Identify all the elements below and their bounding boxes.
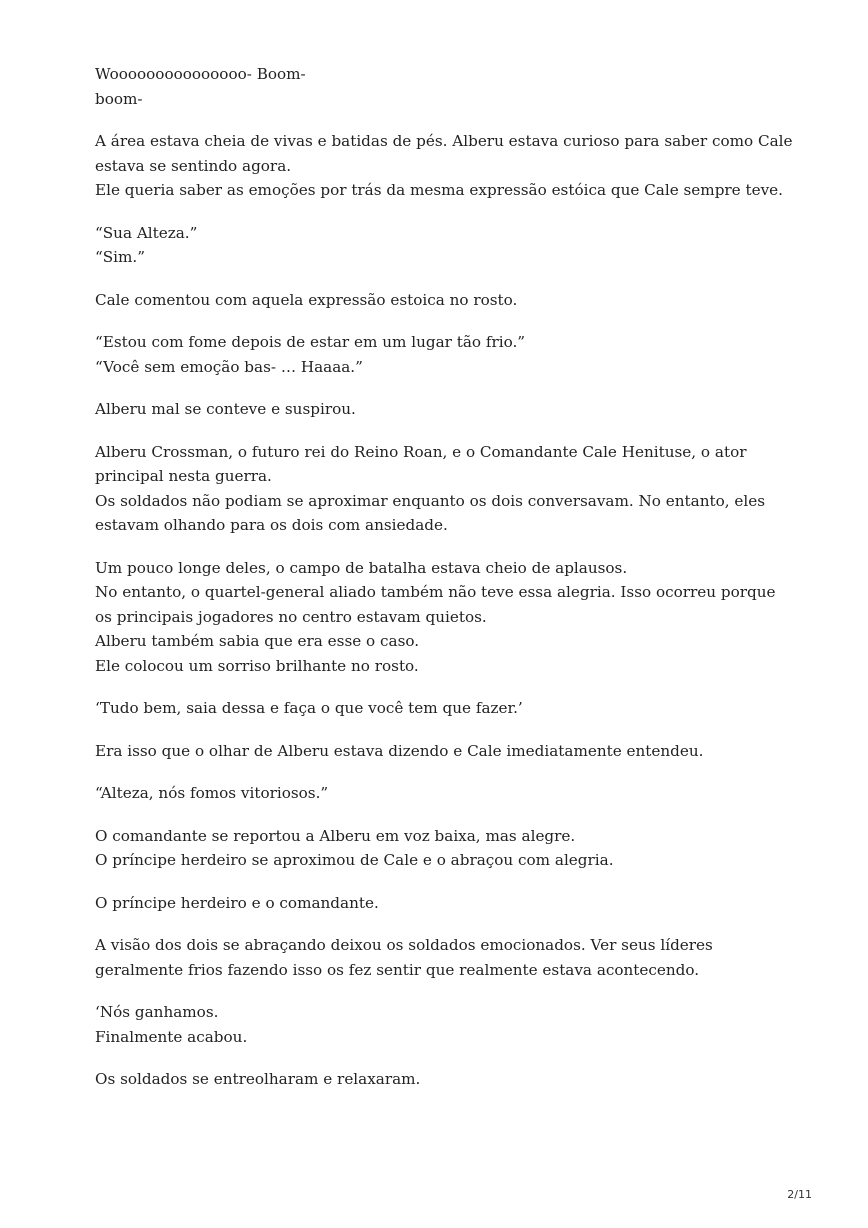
text-line: Ele queria saber as emoções por trás da mesma expressão estóica que Cale sempre teve. (95, 181, 783, 199)
paragraph (95, 330, 795, 379)
paragraph (95, 440, 795, 538)
text-line: “Estou com fome depois de estar em um lugar tão frio.” (95, 333, 526, 351)
paragraph (95, 933, 795, 982)
text-line: Os soldados se entreolharam e relaxaram. (95, 1070, 421, 1088)
text-line: Um pouco longe deles, o campo de batalha estava cheio de aplausos. (95, 558, 628, 577)
text-line: principal nesta guerra. (95, 467, 272, 485)
text-line: Alberu Crossman, o futuro rei do Reino Roan, e o Comandante Cale Henituse, o ator (95, 442, 747, 461)
paragraph (95, 129, 795, 203)
paragraph (95, 221, 795, 270)
text-line: “Você sem emoção bas- … Haaaa.” (95, 357, 363, 376)
page-number: 2/11 (787, 1188, 812, 1201)
paragraph (95, 696, 795, 721)
paragraph (95, 739, 795, 764)
text-line: ‘Nós ganhamos. (95, 1003, 219, 1021)
text-line: O comandante se reportou a Alberu em voz baixa, mas alegre. (95, 826, 576, 845)
paragraph (95, 1067, 795, 1092)
text-line: “Sua Alteza.” (95, 223, 198, 242)
text-line: os principais jogadores no centro estavam quietos. (95, 607, 487, 626)
paragraph (95, 556, 795, 679)
text-line: boom- (95, 89, 143, 108)
text-line: Os soldados não podiam se aproximar enquanto os dois conversavam. No entanto, eles (95, 491, 766, 510)
text-line: Finalmente acabou. (95, 1027, 248, 1046)
text-line: estava se sentindo agora. (95, 156, 292, 175)
text-line: Ele colocou um sorriso brilhante no rosto. (95, 656, 419, 675)
paragraph (95, 891, 795, 916)
text-line: Wooooooooooooooo- Boom- (95, 65, 306, 83)
text-line: “Sim.” (95, 248, 146, 266)
text-line: Era isso que o olhar de Alberu estava dizendo e Cale imediatamente entendeu. (95, 741, 704, 760)
text-line: A visão dos dois se abraçando deixou os soldados emocionados. Ver seus líderes (95, 936, 713, 954)
paragraph (95, 781, 795, 806)
text-line: Alberu também sabia que era esse o caso. (95, 632, 420, 650)
text-line: Cale comentou com aquela expressão estoica no rosto. (95, 290, 518, 309)
paragraph (95, 1000, 795, 1049)
paragraph (95, 62, 795, 111)
paragraph (95, 397, 795, 422)
text-line: No entanto, o quartel-general aliado também não teve essa alegria. Isso ocorreu porque (95, 583, 776, 601)
text-line: O príncipe herdeiro se aproximou de Cale e o abraçou com alegria. (95, 851, 614, 869)
text-line: Alberu mal se conteve e suspirou. (95, 400, 356, 418)
paragraph (95, 824, 795, 873)
paragraph (95, 288, 795, 313)
text-line: estavam olhando para os dois com ansiedade. (95, 516, 448, 534)
document-body (95, 62, 795, 1110)
text-line: “Alteza, nós fomos vitoriosos.” (95, 784, 329, 802)
text-line: geralmente frios fazendo isso os fez sentir que realmente estava acontecendo. (95, 960, 700, 979)
text-line: A área estava cheia de vivas e batidas de pés. Alberu estava curioso para saber como Cale (95, 132, 793, 150)
text-line: ‘Tudo bem, saia dessa e faça o que você tem que fazer.’ (95, 699, 523, 717)
text-line: O príncipe herdeiro e o comandante. (95, 893, 379, 912)
